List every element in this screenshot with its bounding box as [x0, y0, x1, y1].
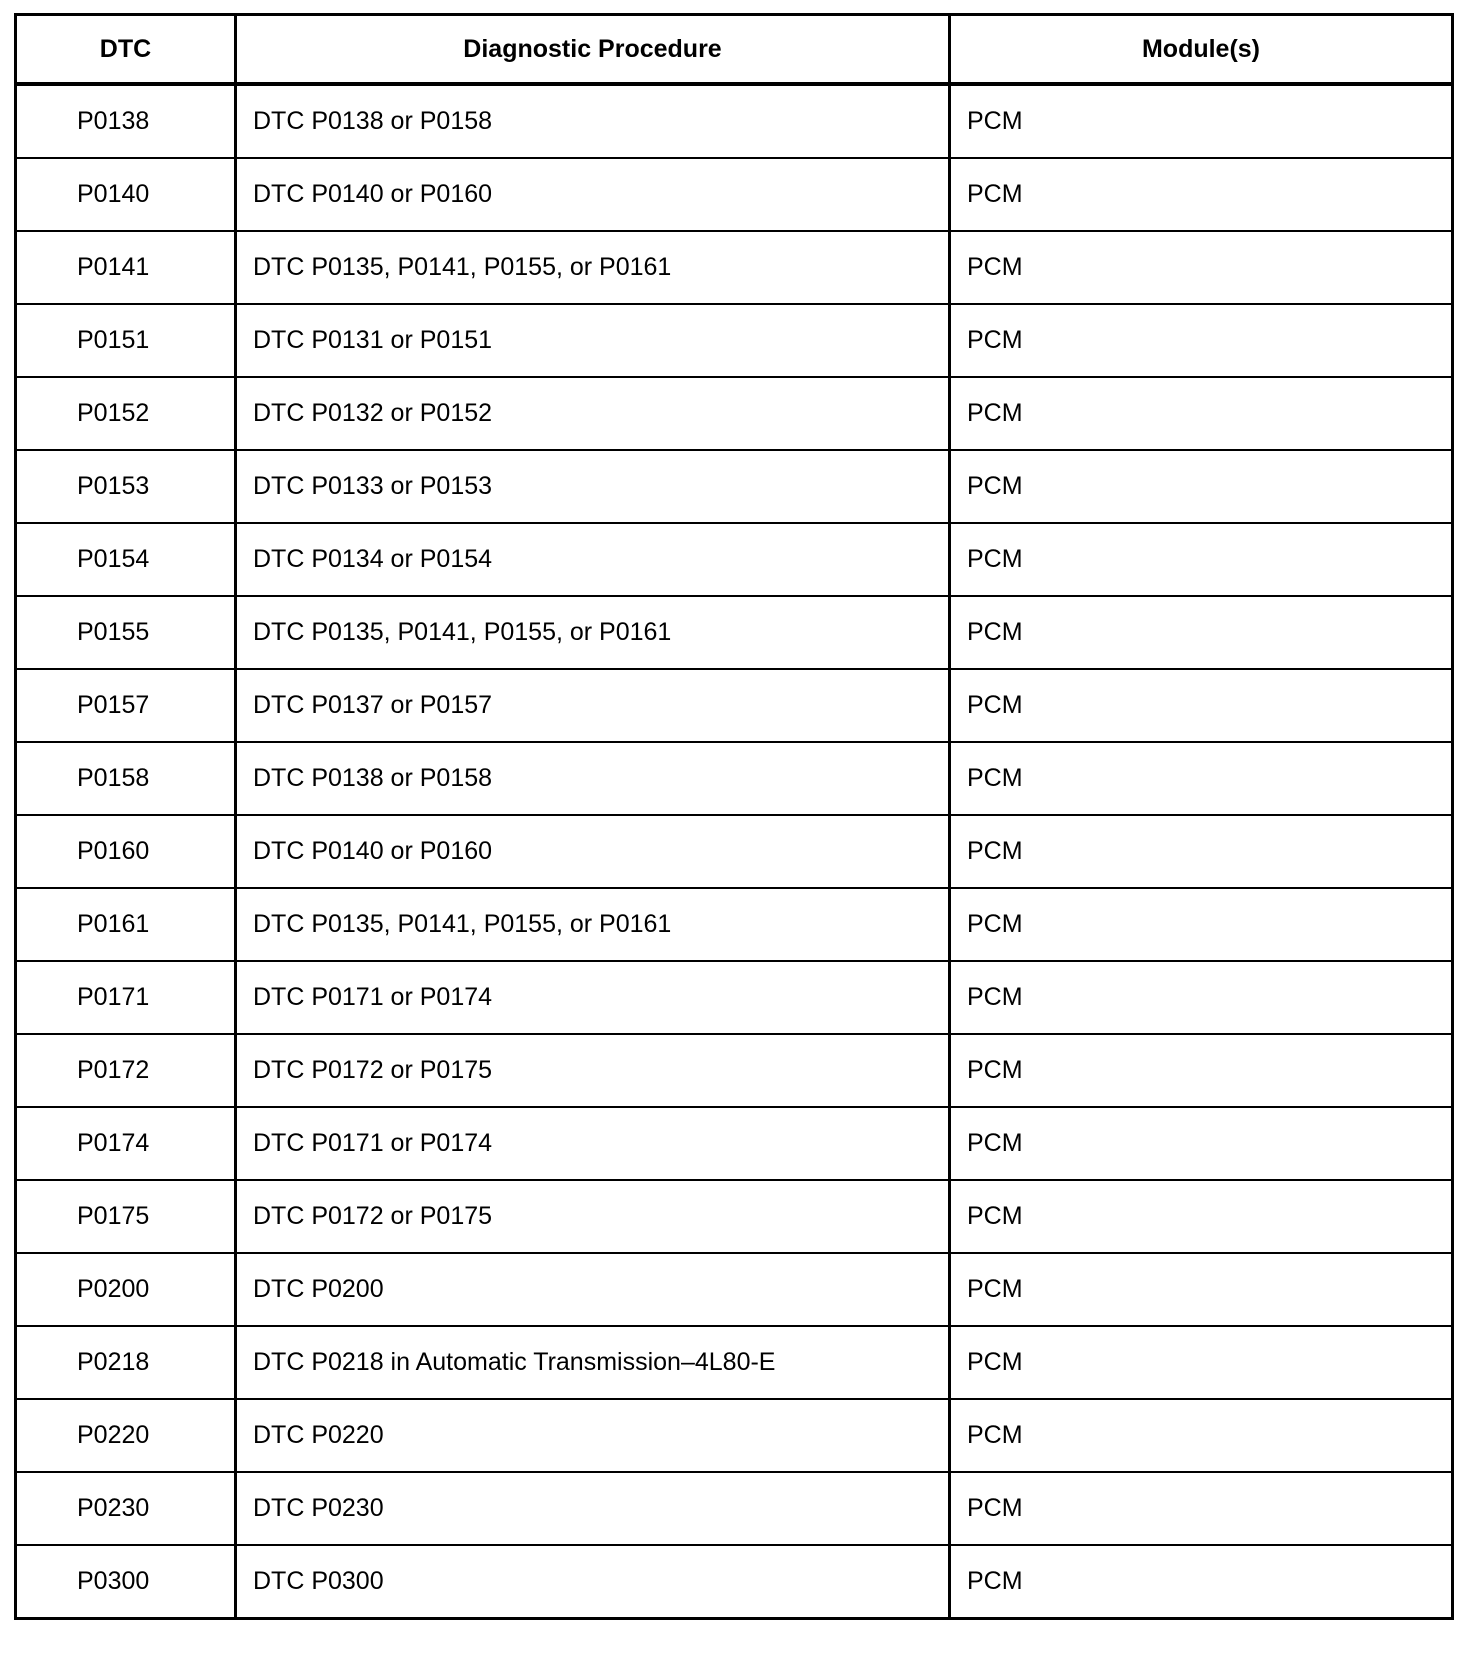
table-body: [16, 84, 1453, 1619]
dtc-code-cell: P0155: [16, 596, 236, 669]
module-cell: PCM: [950, 1545, 1453, 1619]
dtc-code-cell: P0171: [16, 961, 236, 1034]
dtc-code-cell: P0138: [16, 84, 236, 158]
dtc-code-cell: P0157: [16, 669, 236, 742]
diagnostic-procedure-cell: DTC P0132 or P0152: [236, 377, 950, 450]
module-cell: PCM: [950, 1034, 1453, 1107]
module-cell: PCM: [950, 1107, 1453, 1180]
module-cell: PCM: [950, 304, 1453, 377]
diagnostic-procedure-cell: DTC P0135, P0141, P0155, or P0161: [236, 231, 950, 304]
module-cell: PCM: [950, 1253, 1453, 1326]
table-row: [16, 1180, 1453, 1253]
diagnostic-procedure-cell: DTC P0131 or P0151: [236, 304, 950, 377]
diagnostic-procedure-cell: DTC P0134 or P0154: [236, 523, 950, 596]
module-cell: PCM: [950, 523, 1453, 596]
module-cell: PCM: [950, 888, 1453, 961]
dtc-code-cell: P0160: [16, 815, 236, 888]
table-row: [16, 377, 1453, 450]
dtc-code-cell: P0172: [16, 1034, 236, 1107]
module-cell: PCM: [950, 1326, 1453, 1399]
dtc-code-cell: P0154: [16, 523, 236, 596]
module-cell: PCM: [950, 596, 1453, 669]
dtc-code-cell: P0175: [16, 1180, 236, 1253]
table-row: [16, 231, 1453, 304]
module-cell: PCM: [950, 961, 1453, 1034]
dtc-code-cell: P0300: [16, 1545, 236, 1619]
table-row: [16, 669, 1453, 742]
diagnostic-procedure-cell: DTC P0140 or P0160: [236, 815, 950, 888]
module-cell: PCM: [950, 815, 1453, 888]
dtc-code-cell: P0152: [16, 377, 236, 450]
table-row: [16, 596, 1453, 669]
diagnostic-procedure-cell: DTC P0171 or P0174: [236, 961, 950, 1034]
diagnostic-procedure-cell: DTC P0220: [236, 1399, 950, 1472]
dtc-code-cell: P0161: [16, 888, 236, 961]
module-cell: PCM: [950, 231, 1453, 304]
dtc-code-cell: P0200: [16, 1253, 236, 1326]
diagnostic-procedure-cell: DTC P0300: [236, 1545, 950, 1619]
dtc-code-cell: P0153: [16, 450, 236, 523]
diagnostic-procedure-cell: DTC P0135, P0141, P0155, or P0161: [236, 888, 950, 961]
dtc-code-cell: P0158: [16, 742, 236, 815]
table-header: [16, 15, 1453, 85]
diagnostic-procedure-cell: DTC P0230: [236, 1472, 950, 1545]
header-modules: Module(s): [950, 15, 1453, 85]
table-row: [16, 1326, 1453, 1399]
table-row: [16, 1545, 1453, 1619]
table-row: [16, 523, 1453, 596]
module-cell: PCM: [950, 84, 1453, 158]
diagnostic-procedure-cell: DTC P0171 or P0174: [236, 1107, 950, 1180]
diagnostic-procedure-cell: DTC P0200: [236, 1253, 950, 1326]
diagnostic-procedure-cell: DTC P0140 or P0160: [236, 158, 950, 231]
module-cell: PCM: [950, 1472, 1453, 1545]
dtc-code-cell: P0174: [16, 1107, 236, 1180]
table-row: [16, 84, 1453, 158]
table-row: [16, 1107, 1453, 1180]
module-cell: PCM: [950, 158, 1453, 231]
dtc-code-cell: P0220: [16, 1399, 236, 1472]
table-row: [16, 450, 1453, 523]
module-cell: PCM: [950, 1399, 1453, 1472]
table-row: [16, 961, 1453, 1034]
diagnostic-procedure-cell: DTC P0218 in Automatic Transmission–4L80-E: [236, 1326, 950, 1399]
dtc-table: [14, 13, 1454, 1620]
diagnostic-procedure-cell: DTC P0172 or P0175: [236, 1034, 950, 1107]
diagnostic-procedure-cell: DTC P0138 or P0158: [236, 84, 950, 158]
diagnostic-procedure-cell: DTC P0135, P0141, P0155, or P0161: [236, 596, 950, 669]
diagnostic-procedure-cell: DTC P0137 or P0157: [236, 669, 950, 742]
table-row: [16, 1253, 1453, 1326]
table-row: [16, 742, 1453, 815]
table-row: [16, 815, 1453, 888]
header-dtc: DTC: [16, 15, 236, 85]
dtc-code-cell: P0140: [16, 158, 236, 231]
diagnostic-procedure-cell: DTC P0172 or P0175: [236, 1180, 950, 1253]
dtc-code-cell: P0230: [16, 1472, 236, 1545]
module-cell: PCM: [950, 377, 1453, 450]
module-cell: PCM: [950, 1180, 1453, 1253]
diagnostic-procedure-cell: DTC P0133 or P0153: [236, 450, 950, 523]
dtc-code-cell: P0141: [16, 231, 236, 304]
table-row: [16, 304, 1453, 377]
table-row: [16, 888, 1453, 961]
diagnostic-procedure-cell: DTC P0138 or P0158: [236, 742, 950, 815]
table-row: [16, 1034, 1453, 1107]
module-cell: PCM: [950, 742, 1453, 815]
dtc-code-cell: P0151: [16, 304, 236, 377]
table-row: [16, 1472, 1453, 1545]
dtc-code-cell: P0218: [16, 1326, 236, 1399]
header-row: [16, 15, 1453, 85]
table-row: [16, 158, 1453, 231]
table-row: [16, 1399, 1453, 1472]
module-cell: PCM: [950, 669, 1453, 742]
header-procedure: Diagnostic Procedure: [236, 15, 950, 85]
module-cell: PCM: [950, 450, 1453, 523]
